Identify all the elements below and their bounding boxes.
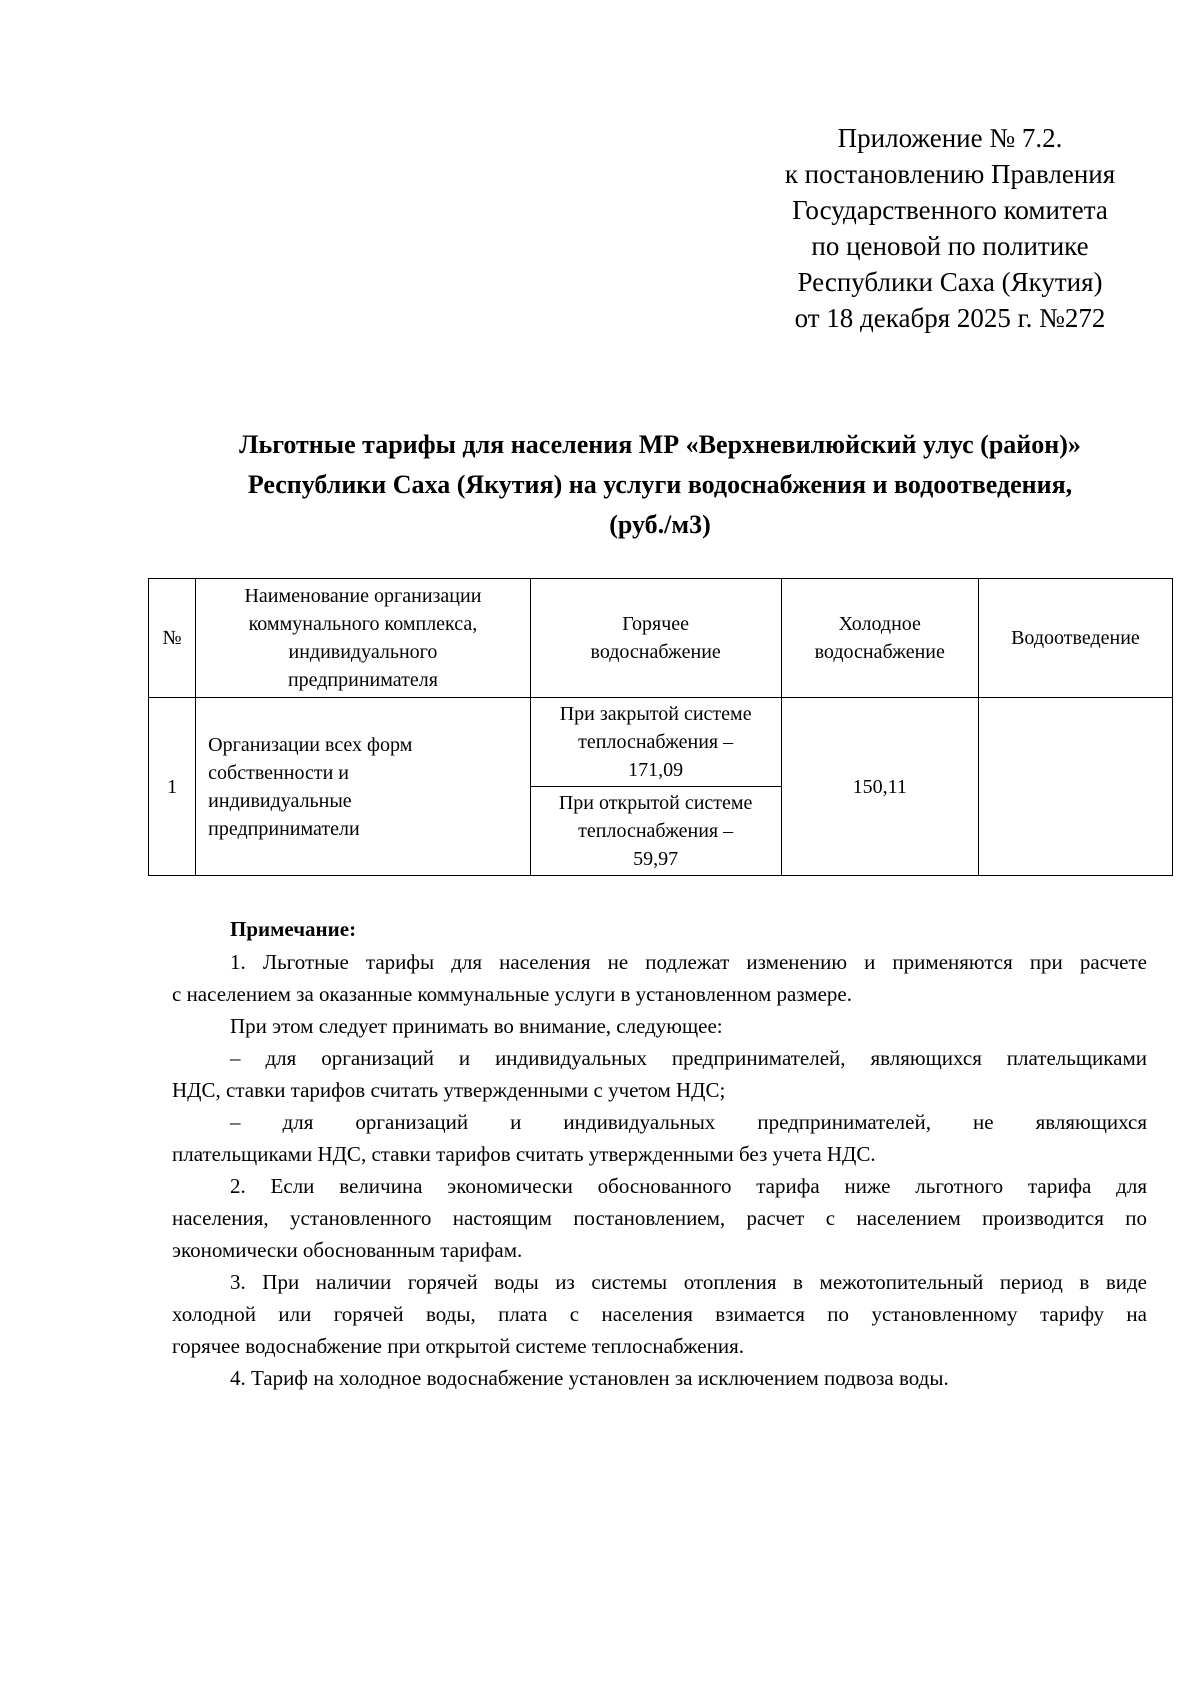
drainage-value	[978, 698, 1172, 876]
hot-open-value: 59,97	[633, 848, 679, 870]
title-line-2: Республики Саха (Якутия) на услуги водоснабжения и водоотведения,	[247, 470, 1073, 499]
row-organization-l1: Организации всех форм	[208, 733, 413, 756]
header-organization	[196, 579, 531, 698]
table-header-row	[149, 579, 1173, 698]
header-cold-l2: водоснабжение	[814, 641, 945, 663]
appendix-block	[760, 120, 1140, 336]
header-cold-l1: Холодное	[838, 613, 921, 635]
title-line-1: Льготные тарифы для населения МР «Верхневилюйский улус (район)»	[239, 430, 1081, 459]
note-dash-1-line-2: НДС, ставки тарифов считать утвержденными с учетом НДС;	[172, 1078, 726, 1102]
cold-water-value: 150,11	[781, 698, 978, 876]
row-number: 1	[149, 698, 196, 876]
header-organization-l4: предпринимателя	[287, 669, 438, 691]
header-hot-l2: водоснабжение	[590, 641, 721, 663]
header-hot-l1: Горячее	[622, 613, 690, 635]
header-drainage: Водоотведение	[978, 579, 1172, 698]
hot-closed-l2: теплоснабжения –	[578, 731, 734, 753]
note-dash-2-line-1: – для организаций и индивидуальных предпринимателей, не являющихся	[230, 1110, 1147, 1134]
hot-open-l2: теплоснабжения –	[578, 820, 734, 842]
note-2	[172, 1170, 1147, 1266]
note-2-line-3: экономически обоснованным тарифам.	[172, 1238, 523, 1262]
note-dash-1-line-1: – для организаций и индивидуальных предпринимателей, являющихся плательщиками	[230, 1046, 1147, 1070]
appendix-committee: Государственного комитета	[792, 195, 1108, 225]
row-organization-l4: предприниматели	[208, 817, 360, 840]
note-1-line-2: с населением за оказанные коммунальные услуги в установленном размере.	[172, 982, 852, 1006]
header-organization-l2: коммунального комплекса,	[248, 613, 478, 635]
note-dash-2-line-2: плательщиками НДС, ставки тарифов считать утвержденными без учета НДС.	[172, 1142, 876, 1166]
note-3-line-3: горячее водоснабжение при открытой системе теплоснабжения.	[172, 1334, 745, 1358]
notes-section	[172, 913, 1147, 1394]
hot-open-system	[530, 787, 781, 876]
note-1-dash-1	[172, 1042, 1147, 1106]
appendix-policy: по ценовой по политике	[811, 231, 1089, 261]
note-4-text: 4. Тариф на холодное водоснабжение установлен за исключением подвоза воды.	[230, 1366, 949, 1390]
hot-closed-l1: При закрытой системе	[559, 703, 752, 725]
header-cold-water	[781, 579, 978, 698]
hot-open-l1: При открытой системе	[558, 792, 753, 814]
header-organization-l3: индивидуального	[288, 641, 438, 663]
header-organization-l1: Наименование организации	[244, 585, 482, 607]
note-3	[172, 1266, 1147, 1362]
note-1	[172, 946, 1147, 1010]
row-organization-l3: индивидуальные	[208, 789, 352, 812]
table-row	[149, 698, 1173, 787]
note-4	[172, 1362, 1147, 1394]
document-title	[150, 425, 1170, 545]
hot-closed-value: 171,09	[628, 759, 684, 781]
note-3-line-2: холодной или горячей воды, плата с населения взимается по установленному тарифу на	[172, 1302, 1147, 1326]
hot-closed-system	[530, 698, 781, 787]
appendix-republic: Республики Саха (Якутия)	[797, 267, 1103, 297]
note-1-dash-2	[172, 1106, 1147, 1170]
note-2-line-1: 2. Если величина экономически обоснованного тарифа ниже льготного тарифа для	[230, 1174, 1147, 1198]
note-1-intro	[172, 1010, 1147, 1042]
note-2-line-2: населения, установленного настоящим постановлением, расчет с населением производится по	[172, 1206, 1147, 1230]
notes-title: Примечание:	[230, 917, 357, 941]
note-1-line-1: 1. Льготные тарифы для населения не подлежат изменению и применяются при расчете	[230, 950, 1147, 974]
title-line-3: (руб./м3)	[609, 510, 711, 539]
header-number: №	[149, 579, 196, 698]
appendix-date: от 18 декабря 2025 г. №272	[794, 303, 1106, 333]
note-3-line-1: 3. При наличии горячей воды из системы отопления в межотопительный период в виде	[230, 1270, 1147, 1294]
row-organization	[196, 698, 531, 876]
row-organization-l2: собственности и	[208, 761, 349, 784]
header-hot-water	[530, 579, 781, 698]
tariff-table	[148, 578, 1173, 876]
note-1-intro-text: При этом следует принимать во внимание, следующее:	[230, 1014, 723, 1038]
appendix-resolution: к постановлению Правления	[784, 159, 1116, 189]
appendix-number: Приложение № 7.2.	[837, 123, 1063, 153]
